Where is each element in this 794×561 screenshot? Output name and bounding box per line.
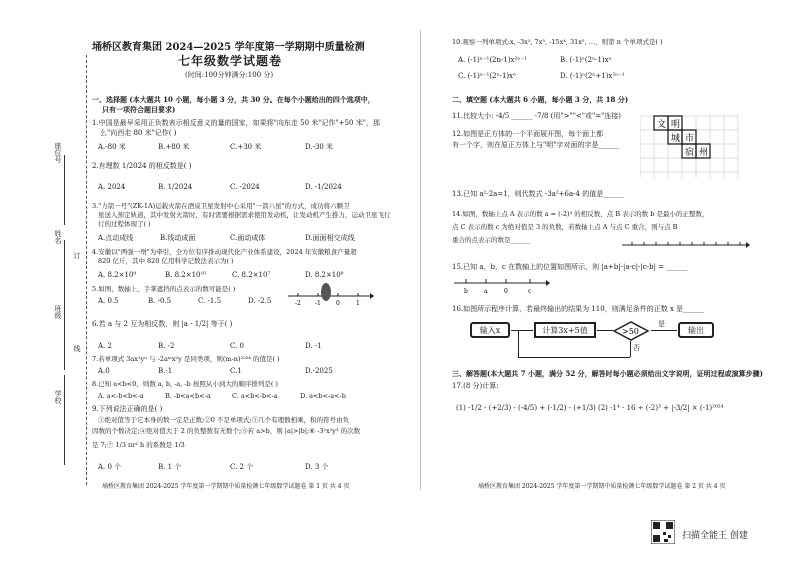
q10-option-d: D. (-1)ⁿ(2ⁿ+1)x²ⁿ⁻¹ xyxy=(560,72,625,80)
q14-number-line xyxy=(620,240,750,250)
class-line xyxy=(64,300,65,370)
q3-text-c: 行的过程体现了( ) xyxy=(98,220,151,228)
cube-face: 文 xyxy=(657,120,667,130)
q4-text: 4.安徽以"两强一增"为牵引，全方位有序推动现代化产业体系建设，2024 年安徽粮食产量超 xyxy=(92,248,357,256)
tick-label: -1 xyxy=(315,300,321,307)
hand-icon xyxy=(321,283,331,301)
q17-part2: (2) -1⁴ - 16 ÷ (-2)³ + |-3/2| × (-1)²⁰²⁴ xyxy=(598,404,724,412)
school-line xyxy=(64,375,65,465)
watermark-text: 扫描全能王 创建 xyxy=(682,531,748,541)
q10-option-b: B. (-1)ⁿ(2ⁿ-1)xⁿ xyxy=(560,56,612,64)
q3-option-b: B.线动成面 xyxy=(160,234,196,242)
class-label: 班级 xyxy=(54,305,62,319)
q1-text-b: 么"向西走 80 米"记作( ) xyxy=(100,129,177,137)
page-divider xyxy=(420,30,421,490)
section1-title: 一、选择题 (本大题共 10 小题，每小题 3 分，共 30 分。在每个小题给出的四个选项中， xyxy=(92,95,375,104)
q5-option-a: A. 0.5 xyxy=(98,297,119,305)
q1-option-d: D.-30 米 xyxy=(305,143,334,151)
q9-text-b: 因数的个数决定;④绝对值大于 2 的负整数有无数个;⑤若 a>b，则 |a|>|b|;⑥ -3²x²y³ 的次数 xyxy=(92,427,361,435)
origin-label: 0 xyxy=(504,288,508,295)
page1-footer: 埇桥区教育集团 2024-2025 学年度第一学期期中质量检测七年级数学试题卷 第 1 页 共 4 页 xyxy=(102,483,350,490)
q6-option-d: D. -1 xyxy=(305,342,322,350)
q4-option-b: B. 8.2×10¹⁰ xyxy=(165,271,207,279)
cube-face: 明 xyxy=(671,120,681,130)
q6-option-a: A. 2 xyxy=(98,342,112,350)
tick-label: 1 xyxy=(356,300,360,307)
q8-text: 8.已知 a<b<0，则数 a, b, -a, -b 按照从小到大的顺序排列是( ) xyxy=(92,380,278,388)
q5-text: 5.如图，数轴上，手掌遮挡的点表示的数可能是( ) xyxy=(92,285,236,293)
q4-option-c: C. 8.2×10⁷ xyxy=(232,271,271,279)
q17-part1: (1) -1/2 - (+2/3) - (-4/5) + (-1/2) - (+1/3) xyxy=(456,404,596,412)
q3-text-b: 星送入预定轨道，其中发射火箭时，有时需要根据需求使用发动机，让发动机产生推力，运动卫星飞行 xyxy=(98,211,391,219)
qr-code-icon xyxy=(651,520,675,544)
q12-text: 12.如图是正方体的一个平面展开图，每个面上都 xyxy=(452,130,604,138)
exam-header: 埇桥区教育集团 2024—2025 学年度第一学期期中质量检测 xyxy=(92,42,365,53)
q8-option-b: B. -b<a<b<-a xyxy=(165,392,211,400)
time-score: (时间:100分钟满分:100 分) xyxy=(185,71,274,79)
q13-text: 13.已知 a²-2a=1，则代数式 -3a²+6a-4 的值是______ xyxy=(452,190,625,198)
q9-option-d: D. 3 个 xyxy=(305,463,329,471)
q9-text-a: ①绝对值等于它本身的数一定是正数;②0 不是单项式;③几个有理数相乘，积的符号由负 xyxy=(98,416,350,424)
name-line xyxy=(64,240,65,300)
q9-option-a: A. 0 个 xyxy=(98,463,122,471)
q9-text-c: 是 7;⑦ 1/3 πr² h 的系数是 1/3 xyxy=(92,441,185,449)
flow-no-label: 否 xyxy=(633,344,640,352)
exam-title: 七年级数学试题卷 xyxy=(178,54,283,68)
q5-option-c: C. -1.5 xyxy=(198,297,222,305)
flow-decision xyxy=(612,320,650,342)
cube-face: 城 xyxy=(671,134,681,144)
q4-text-b: 820 亿斤，其中 820 亿用科学记数法表示为( ) xyxy=(98,257,234,265)
q14-text-b: 点 C 表示的数 c 为绝对值是 3 的负数，若数轴上点 A 与点 C 重合，则与点 B xyxy=(452,223,678,231)
q6-option-c: C. 0 xyxy=(230,342,245,350)
tick-label: 0 xyxy=(336,300,340,307)
q3-text: 3."力箭一号"(ZK-1A)运载火箭在酒泉卫星发射中心采用"一箭六星"的方式，成功将六颗卫 xyxy=(92,202,350,210)
flow-decision-label: >50 xyxy=(622,327,639,336)
q7-option-b: B.-1 xyxy=(158,367,173,375)
section3-title: 三、解答题(本大题共 7 小题，满分 52 分，解答时每小题必须给出文字说明，证明过程或演算步骤) xyxy=(452,369,763,378)
flow-arrow xyxy=(651,330,677,331)
q1-option-c: C.+30 米 xyxy=(230,143,262,151)
q10-option-c: C. (-1)ⁿ⁻¹(2ⁿ-1)xⁿ xyxy=(458,72,517,80)
q9-option-c: C. 2 个 xyxy=(230,463,254,471)
flow-arrow xyxy=(518,357,630,358)
flow-yes-label: 是 xyxy=(658,320,665,328)
q15-number-line xyxy=(452,275,552,295)
q14-text: 14.如图，数轴上点 A 表示的数 a = (-2)³ 的相反数，点 B 表示的数 b 是最小的正整数， xyxy=(452,210,709,218)
point-c-label: c xyxy=(528,288,532,295)
school-label: 学校 xyxy=(54,390,62,404)
cube-face: 州 xyxy=(699,148,709,158)
flow-arrow xyxy=(630,341,631,357)
cube-net-figure xyxy=(640,110,750,180)
q15-text: 15.已知 a，b，c 在数轴上的位置如图所示，则 |a+b|-|a-c|-|c-b| = ______ xyxy=(452,263,688,271)
point-a-label: a xyxy=(484,288,488,295)
binding-line xyxy=(86,55,87,485)
q6-text: 6.若 a 与 2 互为相反数，则 |a - 1/2| 等于( ) xyxy=(92,320,233,328)
flow-output: 输出 xyxy=(678,322,714,338)
q17-text: 17.(8 分)计算: xyxy=(452,382,499,390)
seat-line xyxy=(64,155,65,225)
q8-option-d: D. a<b<-a<-b xyxy=(300,392,346,400)
q8-option-c: C. a<b<-b<-a xyxy=(232,392,278,400)
flow-arrow xyxy=(597,330,613,331)
q2-option-c: C. -2024 xyxy=(230,183,260,191)
q3-option-a: A.点动成线 xyxy=(98,234,134,242)
flow-arrow xyxy=(518,330,519,357)
name-label: 姓名 xyxy=(54,230,62,244)
seat-label: 座位号 xyxy=(54,142,62,163)
q7-text: 7.若单项式 3ax²yⁿ 与 -2aᵐx²y 是同类项，则(m-n)²⁰²⁴ 的值是( ) xyxy=(92,355,280,363)
q10-text: 10.观察一列单项式:x, -3x², 7x³, -15x⁴, 31x⁵, …，则第 n 个单项式是( ) xyxy=(452,38,663,46)
q5-option-b: B. -0.5 xyxy=(148,297,172,305)
q2-option-a: A. 2024 xyxy=(98,183,126,191)
q4-option-d: D. 8.2×10⁸ xyxy=(305,271,344,279)
q9-option-b: B. 1 个 xyxy=(158,463,182,471)
section2-title: 二、填空题 (本大题共 6 小题，每小题 3 分，共 18 分) xyxy=(452,95,629,104)
q4-option-a: A. 8.2×10⁹ xyxy=(98,271,137,279)
q10-option-a: A. (-1)ⁿ⁻¹(2n-1)x²ⁿ⁻¹ xyxy=(458,56,527,64)
q16-text: 16.如图所示程序计算，若最终输出的结果为 110，则满足条件的正数 x 是______ xyxy=(452,305,705,313)
q11-text: 11.比较大小: -4/5 ______ -7/8 (用">""<"或"="连接) xyxy=(452,112,622,120)
cube-face: 宿 xyxy=(685,148,695,158)
point-b-label: b xyxy=(464,288,468,295)
margin-marker-xian: 线 xyxy=(73,345,81,352)
q7-option-a: A.0 xyxy=(98,367,110,375)
q12-text-b: 有一个字，则在原正方体上与"明"字对面的字是______ xyxy=(452,141,620,149)
tick-label: -2 xyxy=(295,300,301,307)
q2-option-b: B. 1/2024 xyxy=(158,183,193,191)
q3-option-c: C.面动成体 xyxy=(230,234,266,242)
q7-option-d: D.-2025 xyxy=(305,367,333,375)
q9-text: 9.下列说法正确的是( ) xyxy=(92,405,163,413)
q5-number-line xyxy=(286,282,374,308)
q1-option-b: B.+80 米 xyxy=(158,143,190,151)
q7-option-c: C.1 xyxy=(230,367,242,375)
flow-compute: 计算3x+5值 xyxy=(534,322,596,338)
page2-footer: 埇桥区教育集团 2024-2025 学年度第一学期期中质量检测七年级数学试题卷 第 2 页 共 4 页 xyxy=(478,483,726,490)
section1-title-2: 只有一项符合题目要求) xyxy=(102,105,176,114)
q1-text: 1.中国是最早采用正负数表示相反意义的量的国家，如果将"向东走 50 米"记作"+50 米"，那 xyxy=(92,119,380,127)
q5-option-d: D. -2.5 xyxy=(248,297,272,305)
flow-arrow xyxy=(511,330,533,331)
q3-option-d: D.面面相交成线 xyxy=(305,234,355,242)
q1-option-a: A.-80 米 xyxy=(98,143,126,151)
flow-input: 输入x xyxy=(470,322,510,338)
q8-option-a: A. a<-b<b<-a xyxy=(98,392,144,400)
q14-text-c: 重合的点表示的数是______ xyxy=(452,236,530,244)
margin-marker-ding: 订 xyxy=(73,252,81,259)
q6-option-b: B. -2 xyxy=(158,342,175,350)
cube-face: 市 xyxy=(685,134,695,144)
q2-text: 2.有理数 1/2024 的相反数是( ) xyxy=(92,162,192,170)
q2-option-d: D. -1/2024 xyxy=(305,183,342,191)
